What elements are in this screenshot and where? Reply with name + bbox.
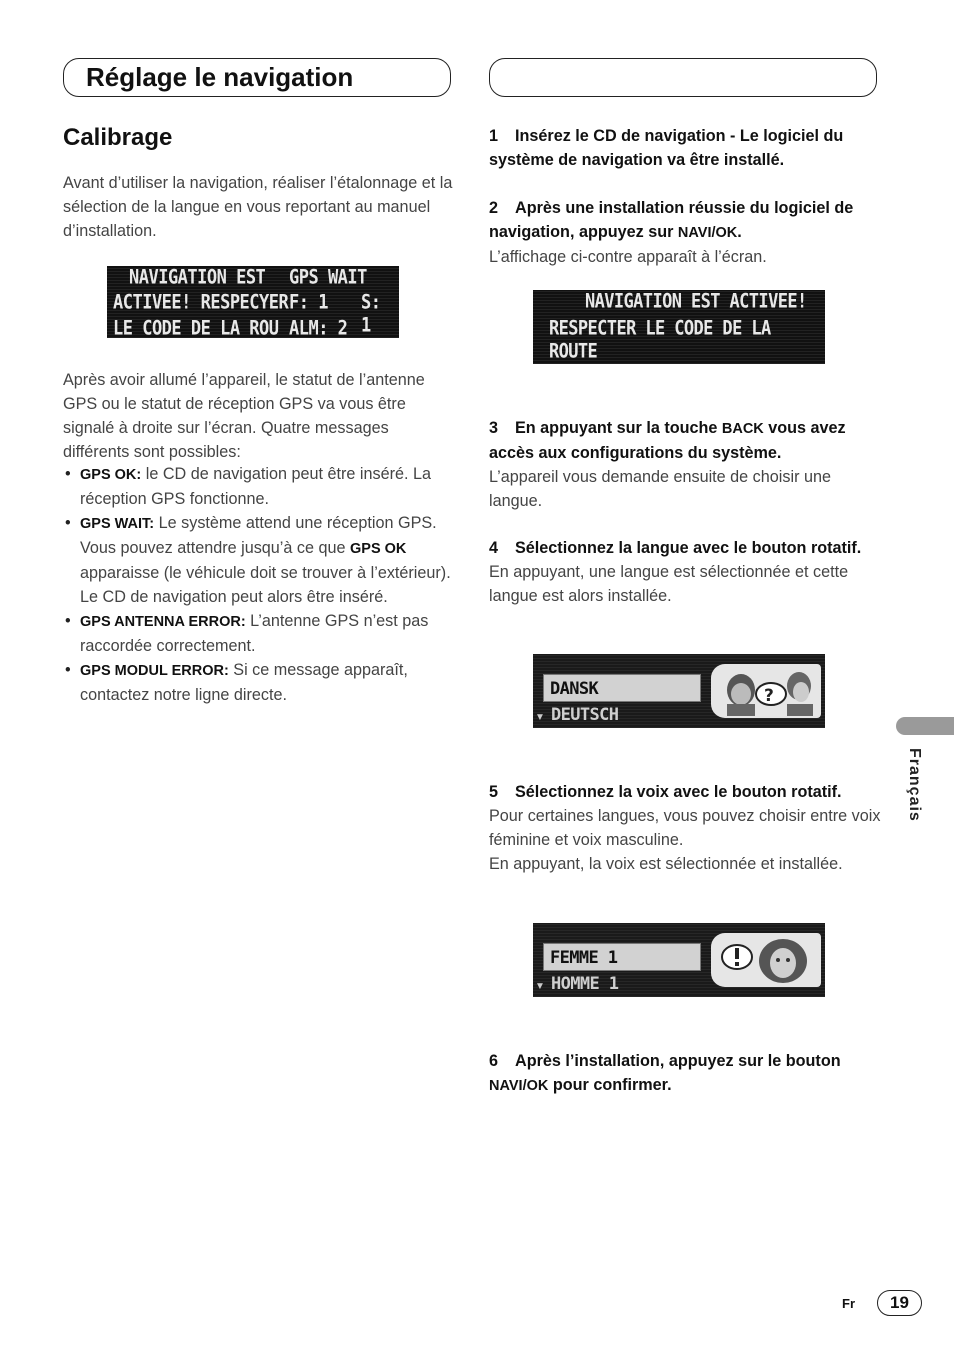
list-item: • GPS WAIT: Le système attend une réception GPS. Vous pouvez attendre jusqu’à ce que GPS OK apparaisse (le véhicule doit se trouver à l’extérieur). Le CD de navigation peut alors être inséré. — [63, 511, 455, 609]
step-4: 4 Sélectionnez la langue avec le bouton rotatif. En appuyant, une langue est sélectionnée et cette langue est alors installée. — [489, 539, 862, 605]
intro-paragraph: Avant d’utiliser la navigation, réaliser l’étalonnage et la sélection de la langue en vous reportant au manuel d’installation. — [63, 174, 453, 240]
language-menu-display — [533, 654, 825, 728]
step-2: 2 Après une installation réussie du logiciel de navigation, appuyez sur NAVI/OK. L’affichage ci-contre apparaît à l’écran. — [489, 199, 854, 266]
language-tab-marker — [896, 717, 954, 735]
step-6: 6 Après l’installation, appuyez sur le bouton NAVI/OK pour confirmer. — [489, 1052, 841, 1094]
next-voice: HOMME 1 — [551, 974, 619, 994]
lcd-status-display — [107, 266, 399, 338]
next-language: DEUTSCH — [551, 705, 619, 725]
list-item: • GPS OK: le CD de navigation peut être inséré. La réception GPS fonctionne. — [63, 462, 455, 511]
status-message-list — [63, 462, 455, 707]
down-triangle-icon: ▼ — [535, 981, 545, 992]
header-right-box — [489, 58, 877, 97]
lcd-line2-mid: F: 1 — [289, 291, 328, 314]
step-3: 3 En appuyant sur la touche BACK vous avez accès aux configurations du système. L’appareil vous demande ensuite de choisir une langue. — [489, 419, 846, 510]
list-item: • GPS MODUL ERROR: Si ce message apparaît, contactez notre ligne directe. — [63, 658, 455, 707]
lcd-line3-left: LE CODE DE LA ROU — [113, 317, 279, 340]
step-1: 1 Insérez le CD de navigation - Le logiciel du système de navigation va être installé. — [489, 127, 844, 169]
status-intro-paragraph: Après avoir allumé l’appareil, le statut de l’antenne GPS ou le statut de réception GPS va vous être signalé à droite sur l’écran. Quatre messages différents sont possibles: — [63, 371, 425, 461]
step-5: 5 Sélectionnez la voix avec le bouton rotatif. Pour certaines langues, vous pouvez choisir entre voix féminine et voix masculine. En appuyant, la voix est sélectionnée et installée. — [489, 783, 881, 873]
voice-menu-display — [533, 923, 825, 997]
page-number: 19 — [877, 1290, 922, 1316]
lcd2-line1: NAVIGATION EST ACTIVEE! — [585, 290, 807, 313]
header-left-box — [63, 58, 451, 97]
lcd-line2-left: ACTIVEE! RESPECYER — [113, 291, 289, 314]
svg-text:?: ? — [764, 686, 774, 706]
lcd2-line2: RESPECTER LE CODE DE LA ROUTE — [549, 317, 771, 363]
lcd-line2-right: S: 1 — [361, 291, 381, 337]
language-help-icon — [711, 664, 821, 718]
voice-warning-icon — [711, 933, 821, 987]
section-title: Calibrage — [63, 124, 173, 151]
sidebar-language-label: Français — [906, 748, 923, 822]
selected-voice: FEMME 1 — [543, 943, 701, 971]
lcd-line1-right: GPS WAIT — [289, 266, 367, 289]
selected-language: DANSK — [543, 674, 701, 702]
down-triangle-icon: ▼ — [535, 712, 545, 723]
lcd-line3-right: ALM: 2 — [289, 317, 348, 340]
page-title: Réglage le navigation — [86, 62, 354, 92]
lcd-line1-left: NAVIGATION EST — [129, 266, 266, 289]
footer-lang-code: Fr — [842, 1296, 855, 1311]
lcd-navigation-active — [533, 290, 825, 364]
list-item: • GPS ANTENNA ERROR: L’antenne GPS n’est pas raccordée correctement. — [63, 609, 455, 658]
